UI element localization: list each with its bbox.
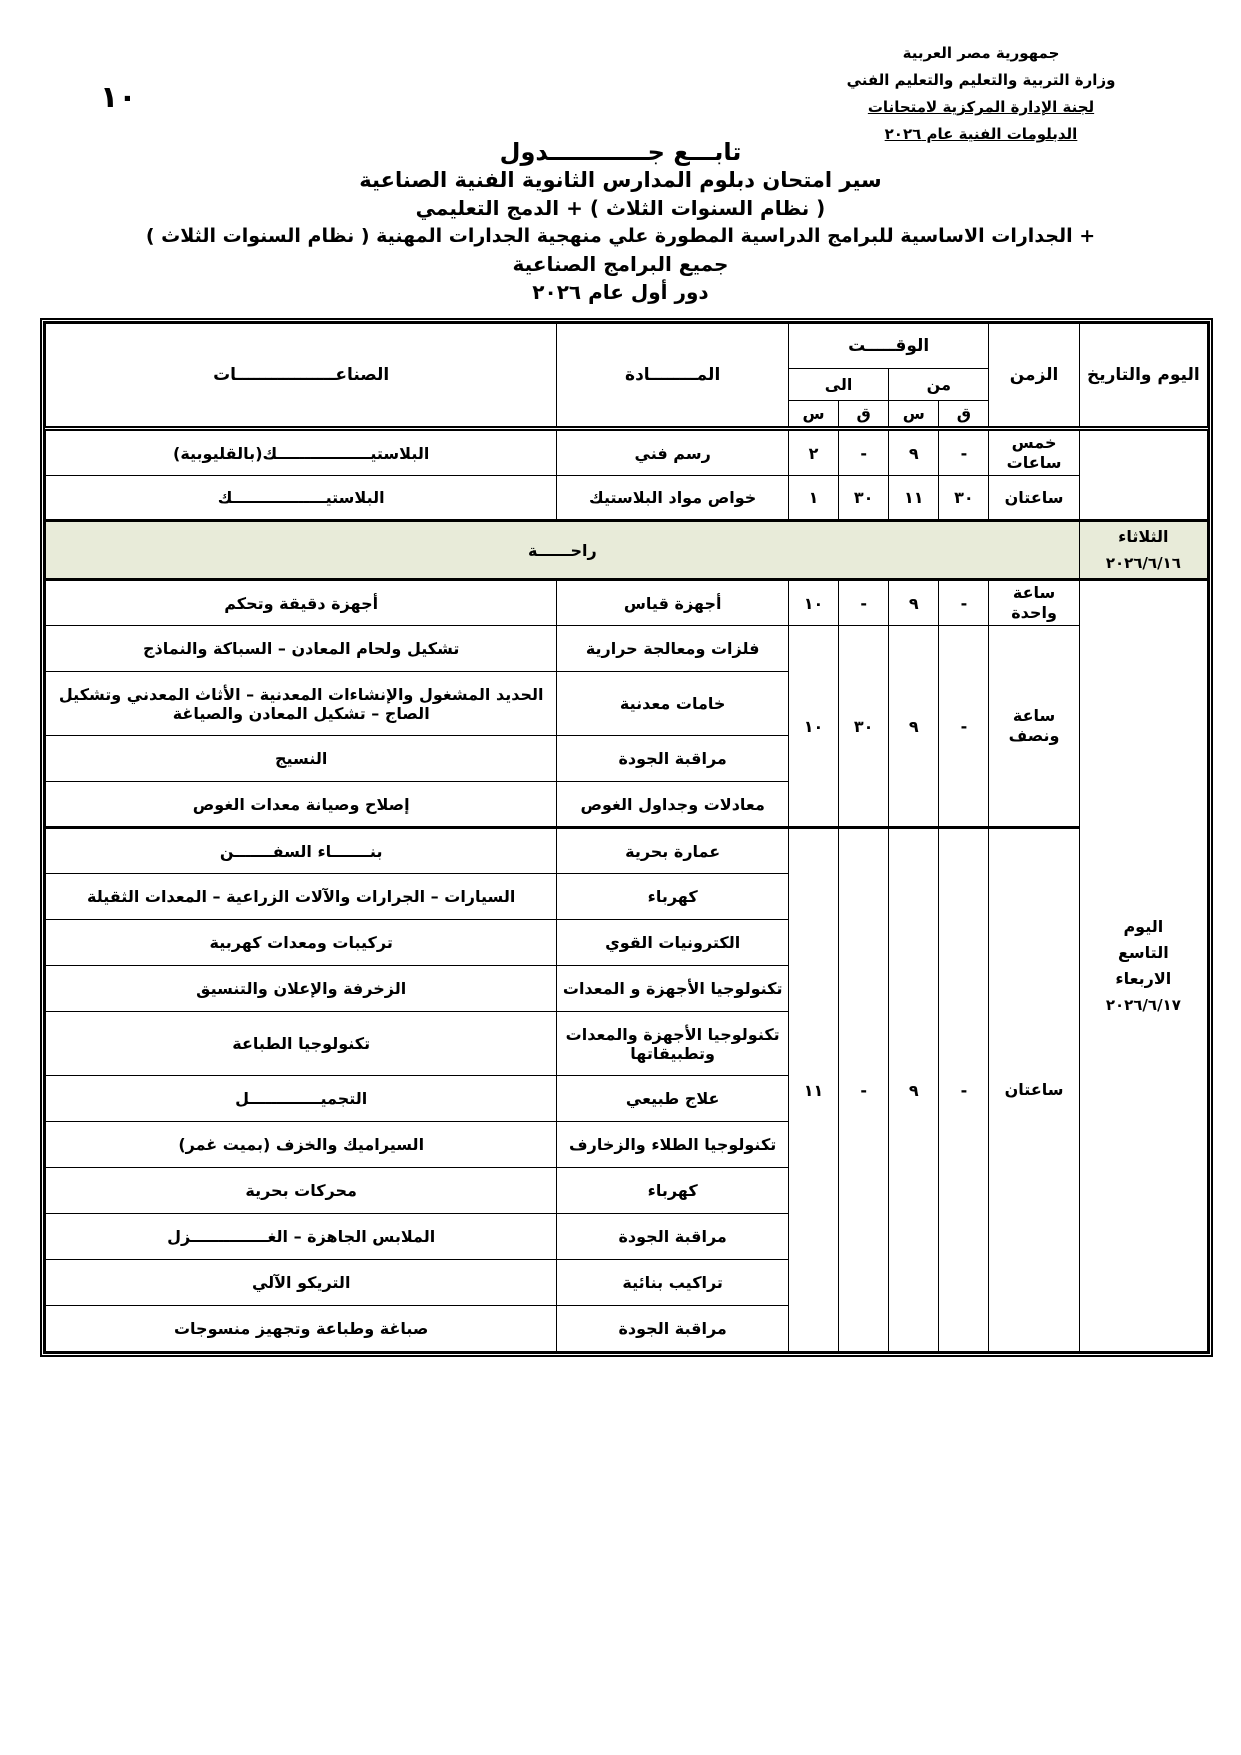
industries-cell: صباغة وطباعة وتجهيز منسوجات [46, 1306, 557, 1352]
header-to: الى [788, 369, 888, 401]
from-minutes-cell: - [939, 626, 989, 828]
industries-cell: إصلاح وصيانة معدات الغوص [46, 782, 557, 828]
to-hours-cell: ١ [788, 476, 838, 521]
subject-cell: معادلات وجداول الغوص [557, 782, 789, 828]
subject-cell: كهرباء [557, 874, 789, 920]
header-from-hours: س [889, 401, 939, 429]
subject-cell: تكنولوجيا الأجهزة والمعدات وتطبيقاتها [557, 1012, 789, 1076]
header-duration: الزمن [989, 324, 1079, 429]
letterhead-committee: لجنة الإدارة المركزية لامتحانات [867, 98, 1095, 116]
duration-cell: ساعتان [989, 828, 1079, 1352]
letterhead-country: جمهورية مصر العربية [902, 44, 1060, 62]
industries-cell: تشكيل ولحام المعادن – السباكة والنماذج [46, 626, 557, 672]
day-name: الثلاثاء [1118, 527, 1169, 546]
from-minutes-cell: - [939, 580, 989, 626]
subject-cell: خواص مواد البلاستيك [557, 476, 789, 521]
from-hours-cell: ٩ [889, 580, 939, 626]
from-hours-cell: ٩ [889, 828, 939, 1352]
from-hours-cell: ٩ [889, 429, 939, 476]
header-to-minutes: ق [839, 401, 889, 429]
rest-cell: راحــــــة [46, 521, 1080, 580]
duration-cell: ساعة ونصف [989, 626, 1079, 828]
duration-cell: خمس ساعات [989, 429, 1079, 476]
header-row-1 [46, 324, 1208, 369]
day-line: التاسع [1117, 943, 1169, 962]
industries-cell: تركيبات ومعدات كهربية [46, 920, 557, 966]
title-line-5: جميع البرامج الصناعية [512, 252, 729, 276]
subject-cell: تكنولوجيا الطلاء والزخارف [557, 1122, 789, 1168]
subject-cell: فلزات ومعالجة حرارية [557, 626, 789, 672]
subject-cell: خامات معدنية [557, 672, 789, 736]
title-line-3: ( نظام السنوات الثلاث ) + الدمج التعليمي [415, 196, 826, 220]
header-from: من [889, 369, 989, 401]
to-minutes-cell: - [839, 429, 889, 476]
header-day-date: اليوم والتاريخ [1079, 324, 1207, 429]
title-line-6: دور أول عام ٢٠٢٦ [532, 280, 709, 304]
from-minutes-cell: - [939, 828, 989, 1352]
subject-cell: مراقبة الجودة [557, 736, 789, 782]
letterhead-ministry: وزارة التربية والتعليم والتعليم الفني [846, 71, 1116, 89]
duration-cell: ساعتان [989, 476, 1079, 521]
title-line-2: سير امتحان دبلوم المدارس الثانوية الفنية الصناعية [359, 168, 882, 192]
industries-cell: بنـــــــاء السفـــــــن [46, 828, 557, 874]
subject-cell: علاج طبيعي [557, 1076, 789, 1122]
title-line-4: + الجدارات الاساسية للبرامج الدراسية المطورة علي منهجية الجدارات المهنية ( نظام السنوات الثلاث ) [145, 225, 1096, 247]
subject-cell: مراقبة الجودة [557, 1214, 789, 1260]
rest-row [46, 521, 1208, 580]
industries-cell: الملابس الجاهزة – الغــــــــــــــزل [46, 1214, 557, 1260]
table-row [46, 476, 1208, 521]
day-date: ٢٠٢٦/٦/١٧ [1105, 996, 1181, 1014]
from-hours-cell: ١١ [889, 476, 939, 521]
header-industries: الصناعـــــــــــــــــات [46, 324, 557, 429]
letterhead-diplomas: الدبلومات الفنية عام ٢٠٢٦ [884, 125, 1078, 143]
date-cell-empty [1079, 429, 1207, 521]
to-hours-cell: ١٠ [788, 626, 838, 828]
subject-cell: رسم فني [557, 429, 789, 476]
table-row [46, 626, 1208, 672]
subject-cell: الكترونيات القوي [557, 920, 789, 966]
subject-cell: تراكيب بنائية [557, 1260, 789, 1306]
industries-cell: التجميـــــــــــــل [46, 1076, 557, 1122]
industries-cell: تكنولوجيا الطباعة [46, 1012, 557, 1076]
to-hours-cell: ٢ [788, 429, 838, 476]
industries-cell: الحديد المشغول والإنشاءات المعدنية – الأثاث المعدني وتشكيل الصاج – تشكيل المعادن والصياغة [46, 672, 557, 736]
to-minutes-cell: ٣٠ [839, 476, 889, 521]
to-hours-cell: ١١ [788, 828, 838, 1352]
industries-cell: الزخرفة والإعلان والتنسيق [46, 966, 557, 1012]
subject-cell: مراقبة الجودة [557, 1306, 789, 1352]
industries-cell: السيراميك والخزف (بميت غمر) [46, 1122, 557, 1168]
table-row [46, 429, 1208, 476]
letterhead [771, 40, 1191, 148]
subject-cell: عمارة بحرية [557, 828, 789, 874]
exam-schedule-table [45, 323, 1208, 1352]
industries-cell: النسيج [46, 736, 557, 782]
header-subject: المــــــــادة [557, 324, 789, 429]
to-hours-cell: ١٠ [788, 580, 838, 626]
day-line: اليوم [1123, 917, 1164, 936]
from-hours-cell: ٩ [889, 626, 939, 828]
to-minutes-cell: - [839, 828, 889, 1352]
table-row [46, 828, 1208, 874]
title-block [0, 138, 1241, 306]
exam-schedule-table-wrapper [40, 318, 1213, 1357]
subject-cell: تكنولوجيا الأجهزة و المعدات [557, 966, 789, 1012]
duration-cell: ساعة واحدة [989, 580, 1079, 626]
industries-cell: البلاستيـــــــــــــــــك [46, 476, 557, 521]
industries-cell: أجهزة دقيقة وتحكم [46, 580, 557, 626]
header-from-minutes: ق [939, 401, 989, 429]
industries-cell: محركات بحرية [46, 1168, 557, 1214]
subject-cell: كهرباء [557, 1168, 789, 1214]
title-line-1: تابـــع جــــــــــــدول [499, 138, 742, 166]
industries-cell: التريكو الآلي [46, 1260, 557, 1306]
to-minutes-cell: - [839, 580, 889, 626]
to-minutes-cell: ٣٠ [839, 626, 889, 828]
from-minutes-cell: ٣٠ [939, 476, 989, 521]
industries-cell: السيارات – الجرارات والآلات الزراعية – المعدات الثقيلة [46, 874, 557, 920]
from-minutes-cell: - [939, 429, 989, 476]
page-number: ١٠ [100, 80, 137, 115]
day-line: الاربعاء [1115, 969, 1172, 988]
day-date: ٢٠٢٦/٦/١٦ [1105, 554, 1181, 572]
date-cell-tuesday [1079, 521, 1207, 580]
table-row [46, 580, 1208, 626]
industries-cell: البلاستيـــــــــــــــــك(بالقليوبية) [46, 429, 557, 476]
date-cell-wednesday [1079, 580, 1207, 1352]
header-to-hours: س [788, 401, 838, 429]
subject-cell: أجهزة قياس [557, 580, 789, 626]
header-time: الوقـــــت [788, 324, 989, 369]
